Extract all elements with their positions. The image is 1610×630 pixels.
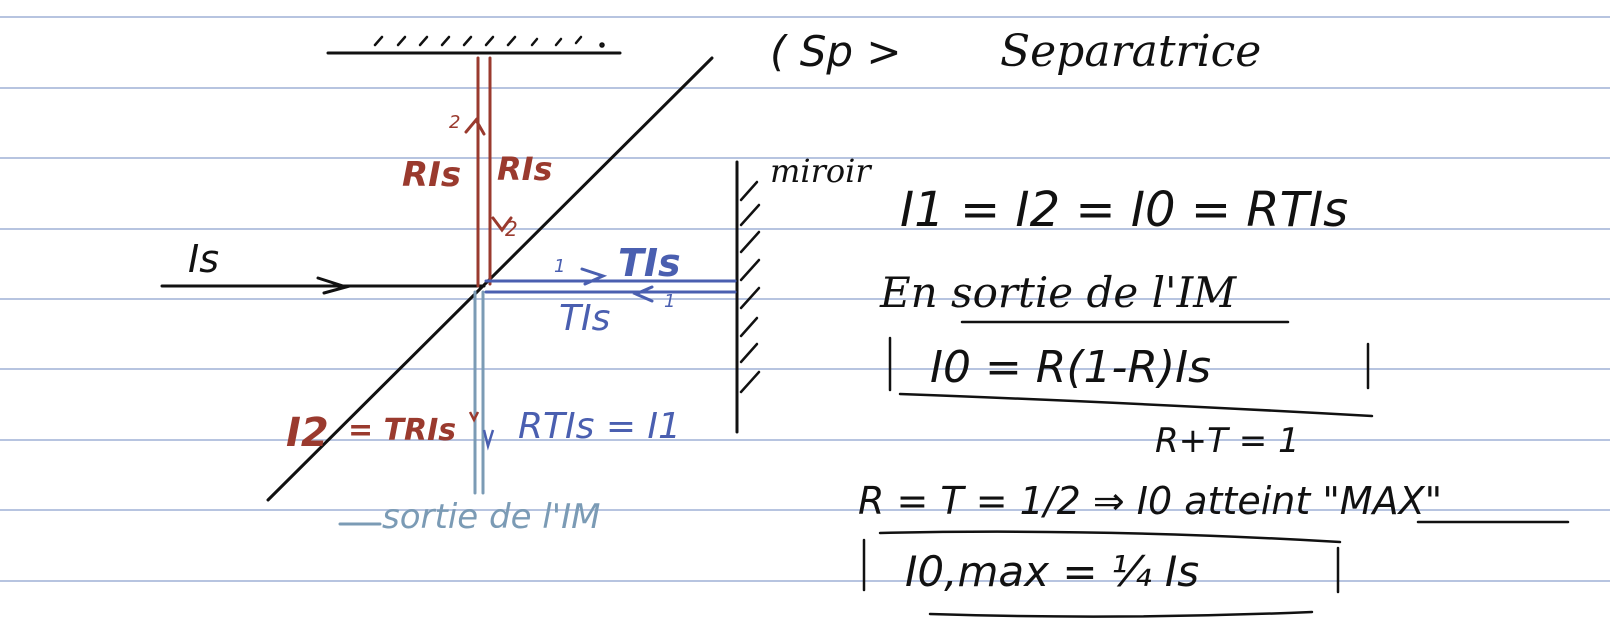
constraint: R+T = 1 [1155,421,1300,461]
title-word: Separatrice [1000,26,1262,77]
sortie-heading: En sortie de l'IM [880,268,1237,317]
right-mirror-hatching [741,182,759,392]
title-abbrev: ( Sp > [770,27,902,76]
up-arrow [466,120,484,134]
equation-1: I1 = I2 = I0 = RTIs [900,182,1349,238]
beam-label-left: RIs [402,155,462,195]
horizontal-arm-beam [486,269,735,301]
equation-3: R = T = 1/2 ⇒ I0 atteint "MAX" [858,479,1443,523]
exit-down-arrow [484,430,493,446]
index-1-upper: 1 [554,256,566,277]
equation-4: I0,max = ¼ Is [905,547,1200,596]
output-I2-expr: = TRIs [348,413,457,448]
beam-label-TIs-lower: TIs [559,298,611,339]
mirror-label: miroir [770,152,871,190]
equation-2: I0 = R(1-R)Is [930,342,1212,393]
index-2-top: 2 [449,112,461,133]
beam-label-right: RIs [497,150,553,188]
top-mirror-hatching [375,37,604,47]
beam-label-TIs-upper: TIs [618,241,681,285]
index-1-lower: 1 [664,291,676,312]
output-I1-expr: RTIs = I1 [518,406,681,447]
left-arrow [636,287,652,301]
source-label: Is [188,237,220,281]
exit-beam [475,292,483,493]
exit-label: sortie de l'IM [382,497,601,537]
index-2-bottom: 2 [505,217,518,241]
output-I2-symbol: I2 [286,410,329,456]
